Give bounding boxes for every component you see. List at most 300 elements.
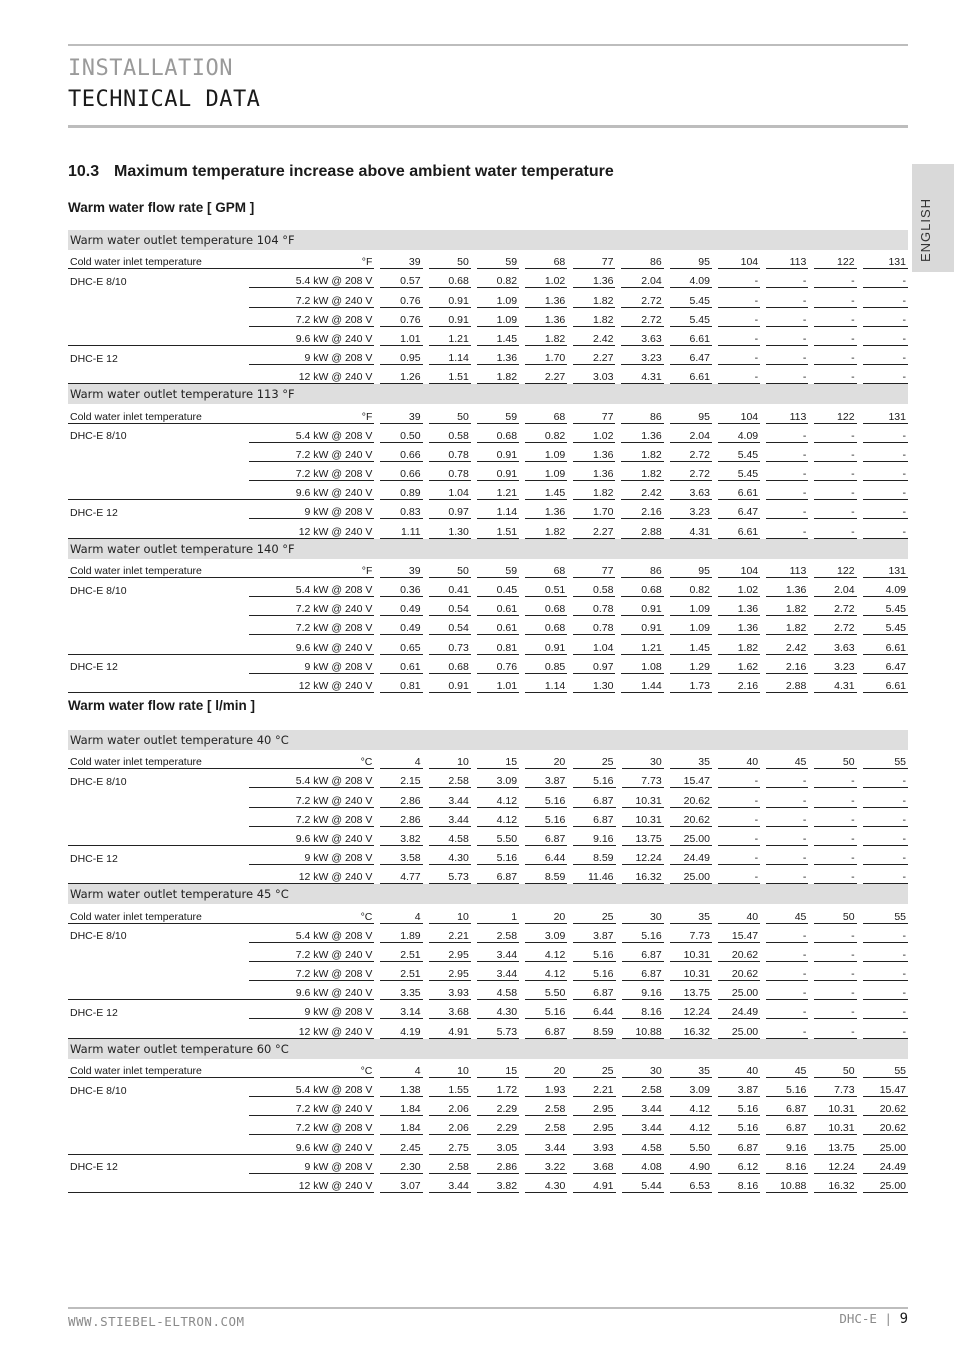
flow-rate-cell: - [763, 788, 811, 807]
flow-rate-cell: - [860, 769, 908, 788]
flow-rate-cell: 4.77 [377, 865, 425, 884]
flow-rate-cell: 9.16 [763, 1135, 811, 1154]
model-name [68, 616, 249, 635]
flow-rate-cell: 0.89 [377, 481, 425, 500]
flow-rate-cell: 2.58 [522, 1116, 570, 1135]
flow-rate-cell: - [763, 1000, 811, 1019]
flow-rate-cell: 1.82 [715, 635, 763, 654]
flow-rate-cell: 4.09 [667, 269, 715, 288]
flow-rate-cell: 0.97 [570, 654, 618, 673]
outlet-temperature-heading: Warm water outlet temperature 113 °F [68, 384, 908, 405]
flow-rate-cell: - [811, 307, 859, 326]
inlet-temperature-value: 59 [474, 559, 522, 578]
flow-rate-cell: 2.88 [763, 673, 811, 692]
footer-doc: DHC-E [839, 1311, 877, 1326]
flow-rate-cell: - [715, 269, 763, 288]
inlet-temperature-row [68, 1059, 908, 1078]
flow-rate-cell: - [763, 307, 811, 326]
table-row [68, 635, 908, 654]
flow-rate-cell: - [860, 961, 908, 980]
flow-rate-cell: 4.58 [474, 981, 522, 1000]
flow-rate-cell: 15.47 [667, 769, 715, 788]
flow-rate-cell: 5.16 [715, 1097, 763, 1116]
page-title: TECHNICAL DATA [68, 87, 261, 112]
flow-rate-cell: 5.73 [474, 1019, 522, 1038]
power-rating: 7.2 kW @ 208 V [249, 616, 378, 635]
flow-rate-cell: 6.87 [763, 1116, 811, 1135]
power-rating: 7.2 kW @ 240 V [249, 288, 378, 307]
flow-rate-cell: 1.09 [667, 597, 715, 616]
flow-rate-cell: 1.84 [377, 1116, 425, 1135]
flow-rate-cell: 15.47 [860, 1077, 908, 1096]
flow-rate-cell: 2.06 [426, 1097, 474, 1116]
flow-rate-cell: 1.70 [522, 345, 570, 364]
flow-rate-cell: 1.21 [426, 326, 474, 345]
flow-rate-cell: 10.31 [619, 807, 667, 826]
outlet-temperature-heading: Warm water outlet temperature 60 °C [68, 1038, 908, 1059]
flow-rate-cell: 0.82 [522, 423, 570, 442]
flow-rate-cell: 6.47 [715, 500, 763, 519]
flow-rate-cell: 0.57 [377, 269, 425, 288]
inlet-temperature-value: 77 [570, 250, 618, 269]
power-rating: 12 kW @ 240 V [249, 865, 378, 884]
table-band-row [68, 384, 908, 405]
flow-rate-cell: 0.61 [474, 597, 522, 616]
inlet-temperature-value: 50 [811, 1059, 859, 1078]
flow-rate-cell: 6.87 [570, 981, 618, 1000]
flow-rate-cell: 2.15 [377, 769, 425, 788]
table-row [68, 981, 908, 1000]
outlet-temperature-heading: Warm water outlet temperature 40 °C [68, 730, 908, 750]
flow-rate-cell: 0.68 [522, 616, 570, 635]
flow-rate-cell: - [715, 307, 763, 326]
flow-rate-cell: 4.12 [667, 1116, 715, 1135]
flow-rate-cell: 2.27 [570, 519, 618, 538]
flow-rate-cell: 2.04 [667, 423, 715, 442]
flow-rate-cell: 4.12 [522, 961, 570, 980]
flow-rate-cell: - [860, 1019, 908, 1038]
power-rating: 7.2 kW @ 240 V [249, 788, 378, 807]
flow-rate-cell: 1.21 [618, 635, 666, 654]
inlet-temperature-value: 59 [474, 404, 522, 423]
flow-rate-cell: - [763, 519, 811, 538]
flow-rate-cell: 10.88 [619, 1019, 667, 1038]
flow-rate-cell: 1.30 [570, 673, 618, 692]
flow-rate-cell: - [763, 981, 811, 1000]
inlet-temperature-value: 39 [377, 559, 425, 578]
table-band-row [68, 230, 908, 250]
flow-rate-cell: 1.02 [570, 423, 618, 442]
flow-rate-cell: 1.36 [715, 597, 763, 616]
flow-rate-cell: - [763, 807, 811, 826]
inlet-temperature-value: 131 [860, 404, 908, 423]
inlet-temperature-value: 95 [667, 559, 715, 578]
flow-rate-cell: 2.58 [426, 1154, 474, 1173]
flow-rate-cell: 4.19 [377, 1019, 425, 1038]
flow-rate-cell: 0.81 [474, 635, 522, 654]
flow-rate-cell: 12.24 [811, 1154, 859, 1173]
power-rating: 7.2 kW @ 240 V [249, 442, 378, 461]
inlet-temperature-value: 104 [715, 404, 763, 423]
flow-rate-cell: 2.72 [618, 307, 666, 326]
flow-rate-cell: 5.16 [522, 788, 570, 807]
flow-rate-cell: 2.16 [763, 654, 811, 673]
flow-rate-cell: 1.14 [474, 500, 522, 519]
flow-rate-cell: 1.82 [522, 519, 570, 538]
flow-rate-cell: - [811, 345, 859, 364]
flow-rate-cell: 1.36 [570, 461, 618, 480]
flow-rate-cell: 2.42 [763, 635, 811, 654]
model-name [68, 1019, 249, 1038]
table-row [68, 788, 908, 807]
flow-rate-cell: 8.59 [570, 1019, 618, 1038]
inlet-temperature-value: 20 [522, 1059, 570, 1078]
flow-rate-cell: 0.83 [377, 500, 425, 519]
flow-rate-cell: 25.00 [715, 1019, 763, 1038]
flow-rate-cell: 16.32 [811, 1173, 859, 1192]
inlet-temperature-value: 15 [474, 750, 522, 769]
flow-rate-cell: 25.00 [860, 1173, 908, 1192]
flow-rate-cell: - [811, 845, 859, 864]
flow-rate-cell: 4.31 [667, 519, 715, 538]
flow-rate-cell: 10.31 [811, 1116, 859, 1135]
power-rating: 9 kW @ 208 V [249, 1000, 378, 1019]
flow-rate-cell: 4.12 [474, 807, 522, 826]
flow-rate-cell: 6.87 [763, 1097, 811, 1116]
flow-rate-cell: - [715, 826, 763, 845]
flow-rate-cell: 0.91 [474, 461, 522, 480]
inlet-temperature-value: 50 [811, 904, 859, 923]
flow-rate-cell: - [860, 942, 908, 961]
flow-rate-cell: 6.87 [619, 942, 667, 961]
flow-rate-cell: 0.82 [474, 269, 522, 288]
flow-rate-cell: - [763, 826, 811, 845]
power-rating: 7.2 kW @ 208 V [249, 1116, 378, 1135]
power-rating: 9 kW @ 208 V [249, 345, 378, 364]
flow-rate-cell: 1.82 [570, 307, 618, 326]
flow-rate-cell: 0.78 [570, 616, 618, 635]
table-row [68, 307, 908, 326]
flow-rate-cell: - [763, 442, 811, 461]
model-name [68, 597, 249, 616]
flow-rate-cell: 0.91 [474, 442, 522, 461]
flow-rate-cell: - [860, 788, 908, 807]
power-rating: 5.4 kW @ 208 V [249, 423, 378, 442]
flow-rate-cell: - [811, 326, 859, 345]
flow-rate-cell: 3.09 [522, 923, 570, 942]
flow-rate-cell: 5.50 [667, 1135, 715, 1154]
inlet-temperature-value: 68 [522, 404, 570, 423]
flow-rate-cell: 2.95 [426, 942, 474, 961]
inlet-temperature-value: 40 [715, 750, 763, 769]
inlet-temperature-value: 50 [426, 404, 474, 423]
power-rating: 7.2 kW @ 240 V [249, 597, 378, 616]
model-name: DHC-E 12 [70, 506, 118, 519]
flow-rate-cell: 5.44 [619, 1173, 667, 1192]
flow-rate-cell: 0.68 [426, 654, 474, 673]
flow-rate-cell: 2.72 [811, 616, 859, 635]
table-row [68, 1097, 908, 1116]
flow-rate-cell: - [811, 826, 859, 845]
unit-label: °F [249, 250, 378, 269]
flow-rate-cell: 6.87 [715, 1135, 763, 1154]
flow-rate-cell: 13.75 [667, 981, 715, 1000]
flow-rate-cell: 6.61 [715, 481, 763, 500]
power-rating: 5.4 kW @ 208 V [249, 769, 378, 788]
inlet-temperature-value: 104 [715, 559, 763, 578]
flow-rate-cell: 0.76 [377, 307, 425, 326]
flow-rate-cell: 2.27 [522, 365, 570, 384]
inlet-temperature-value: 68 [522, 250, 570, 269]
flow-rate-cell: 6.47 [667, 345, 715, 364]
flow-rate-cell: - [811, 769, 859, 788]
flow-rate-cell: - [763, 345, 811, 364]
flow-rate-cell: 1.36 [763, 577, 811, 596]
flow-rate-cell: 2.72 [667, 461, 715, 480]
flow-rate-cell: 5.73 [426, 865, 474, 884]
flow-rate-cell: 3.07 [377, 1173, 425, 1192]
flow-rate-cell: 6.87 [522, 826, 570, 845]
flow-rate-cell: - [811, 461, 859, 480]
flow-rate-cell: 20.62 [667, 807, 715, 826]
flow-rate-cell: - [715, 345, 763, 364]
flow-rate-cell: 3.23 [811, 654, 859, 673]
flow-rate-cell: - [715, 326, 763, 345]
flow-rate-cell: 0.73 [426, 635, 474, 654]
flow-rate-cell: 1.04 [570, 635, 618, 654]
flow-rate-cell: 2.58 [426, 769, 474, 788]
flow-rate-cell: - [860, 519, 908, 538]
flow-rate-cell: 6.44 [522, 845, 570, 864]
inlet-temperature-value: 25 [570, 904, 618, 923]
flow-rate-cell: - [811, 807, 859, 826]
inlet-temperature-value: 39 [377, 404, 425, 423]
language-tab-label: ENGLISH [918, 197, 933, 262]
table-row [68, 673, 908, 692]
flow-rate-cell: 3.35 [377, 981, 425, 1000]
flow-rate-cell: 1.51 [426, 365, 474, 384]
power-rating: 9 kW @ 208 V [249, 845, 378, 864]
flow-rate-cell: 3.05 [474, 1135, 522, 1154]
flow-rate-cell: 5.45 [715, 461, 763, 480]
flow-rate-cell: 4.09 [715, 423, 763, 442]
inlet-temperature-value: 131 [860, 559, 908, 578]
flow-rate-cell: - [860, 981, 908, 1000]
flow-rate-cell: - [860, 1000, 908, 1019]
inlet-temperature-value: 35 [667, 1059, 715, 1078]
flow-rate-cell: 5.16 [570, 769, 618, 788]
flow-rate-cell: 16.32 [667, 1019, 715, 1038]
flow-rate-cell: 1.45 [667, 635, 715, 654]
flow-rate-cell: 3.58 [377, 845, 425, 864]
flow-rate-cell: 12.24 [619, 845, 667, 864]
flow-rate-cell: - [763, 461, 811, 480]
page-number: 9 [899, 1311, 908, 1327]
outlet-temperature-heading: Warm water outlet temperature 140 °F [68, 538, 908, 559]
flow-rate-cell: - [860, 307, 908, 326]
flow-rate-cell: - [860, 345, 908, 364]
inlet-temperature-value: 55 [860, 904, 908, 923]
flow-rate-cell: 5.45 [715, 442, 763, 461]
flow-rate-cell: 0.68 [474, 423, 522, 442]
table-row [68, 769, 908, 788]
flow-rate-cell: - [860, 423, 908, 442]
flow-rate-cell: - [811, 288, 859, 307]
flow-rate-cell: 5.45 [860, 597, 908, 616]
flow-rate-cell: - [811, 865, 859, 884]
flow-rate-cell: 4.12 [522, 942, 570, 961]
flow-rate-cell: 0.68 [522, 597, 570, 616]
flow-rate-cell: 1.93 [522, 1077, 570, 1096]
flow-rate-cell: 10.31 [619, 788, 667, 807]
flow-rate-cell: 3.09 [667, 1077, 715, 1096]
table-row [68, 1135, 908, 1154]
flow-rate-cell: 0.66 [377, 442, 425, 461]
model-name [68, 365, 249, 384]
power-rating: 9.6 kW @ 240 V [249, 1135, 378, 1154]
inlet-temperature-value: 50 [426, 250, 474, 269]
flow-rate-cell: 3.63 [667, 481, 715, 500]
inlet-temperature-label: Cold water inlet temperature [68, 559, 249, 578]
model-name [68, 826, 249, 845]
flow-rate-cell: 2.95 [426, 961, 474, 980]
power-rating: 7.2 kW @ 208 V [249, 307, 378, 326]
flow-rate-cell: 2.88 [618, 519, 666, 538]
inlet-temperature-value: 10 [426, 750, 474, 769]
inlet-temperature-value: 4 [377, 904, 425, 923]
flow-rate-cell: 2.27 [570, 345, 618, 364]
flow-rate-cell: 0.45 [474, 577, 522, 596]
flow-rate-cell: 20.62 [715, 942, 763, 961]
inlet-temperature-value: 95 [667, 250, 715, 269]
flow-rate-cell: 0.49 [377, 616, 425, 635]
inlet-temperature-label: Cold water inlet temperature [68, 750, 249, 769]
model-name: DHC-E 8/10 [70, 275, 127, 288]
flow-rate-cell: 6.44 [570, 1000, 618, 1019]
flow-rate-cell: 11.46 [570, 865, 618, 884]
inlet-temperature-label: Cold water inlet temperature [68, 404, 249, 423]
flow-rate-cell: - [763, 269, 811, 288]
power-rating: 9.6 kW @ 240 V [249, 635, 378, 654]
flow-rate-cell: 3.82 [474, 1173, 522, 1192]
flow-rate-cell: - [811, 365, 859, 384]
flow-rate-cell: 1.38 [377, 1077, 425, 1096]
flow-rate-cell: 8.59 [570, 845, 618, 864]
flow-rate-cell: 24.49 [667, 845, 715, 864]
unit-label: °F [249, 559, 378, 578]
inlet-temperature-value: 10 [426, 904, 474, 923]
flow-rate-cell: 24.49 [715, 1000, 763, 1019]
flow-rate-cell: 1.55 [426, 1077, 474, 1096]
flow-rate-cell: 1.04 [426, 481, 474, 500]
flow-rate-cell: - [763, 865, 811, 884]
flow-rate-cell: 24.49 [860, 1154, 908, 1173]
table-row [68, 577, 908, 596]
model-name [68, 807, 249, 826]
flow-rate-cell: 0.54 [426, 616, 474, 635]
flow-rate-cell: 3.44 [619, 1116, 667, 1135]
flow-rate-cell: 5.16 [570, 942, 618, 961]
flow-rate-cell: 6.53 [667, 1173, 715, 1192]
flow-rate-cell: - [860, 826, 908, 845]
inlet-temperature-value: 15 [474, 1059, 522, 1078]
language-tab[interactable] [912, 164, 954, 272]
flow-rate-cell: 15.47 [715, 923, 763, 942]
flow-rate-cell: 2.16 [715, 673, 763, 692]
table-band-row [68, 1038, 908, 1059]
inlet-temperature-value: 45 [763, 750, 811, 769]
flow-rate-cell: 10.88 [763, 1173, 811, 1192]
model-name [68, 673, 249, 692]
flow-rate-cell: 2.86 [377, 807, 425, 826]
flow-rate-cell: 10.31 [667, 942, 715, 961]
flow-rate-cell: - [811, 269, 859, 288]
flow-rate-cell: 3.87 [570, 923, 618, 942]
table-row [68, 519, 908, 538]
section-title: Maximum temperature increase above ambient water temperature [114, 163, 614, 180]
flow-rate-cell: 0.78 [570, 597, 618, 616]
flow-rate-cell: 6.12 [715, 1154, 763, 1173]
table-band-row [68, 884, 908, 905]
flow-rate-cell: 1.89 [377, 923, 425, 942]
power-rating: 12 kW @ 240 V [249, 673, 378, 692]
flow-rate-cell: - [860, 845, 908, 864]
inlet-temperature-value: 77 [570, 559, 618, 578]
power-rating: 5.4 kW @ 208 V [249, 269, 378, 288]
footer-website[interactable]: WWW.STIEBEL-ELTRON.COM [68, 1314, 245, 1329]
flow-rate-cell: 3.44 [426, 807, 474, 826]
flow-rate-cell: 0.54 [426, 597, 474, 616]
table-band-row [68, 538, 908, 559]
inlet-temperature-value: 35 [667, 750, 715, 769]
flow-rate-cell: 0.91 [618, 616, 666, 635]
model-name: DHC-E 8/10 [70, 930, 127, 943]
flow-rate-cell: - [763, 288, 811, 307]
flow-rate-cell: 0.95 [377, 345, 425, 364]
inlet-temperature-row [68, 559, 908, 578]
table-row [68, 269, 908, 288]
flow-rate-cell: 1.36 [474, 345, 522, 364]
flow-rate-cell: 8.59 [522, 865, 570, 884]
flow-rate-cell: 1.36 [715, 616, 763, 635]
inlet-temperature-row [68, 904, 908, 923]
inlet-temperature-value: 86 [618, 559, 666, 578]
flow-rate-cell: 6.61 [715, 519, 763, 538]
flow-rate-cell: 1.82 [618, 461, 666, 480]
flow-rate-cell: - [763, 1019, 811, 1038]
flow-rate-cell: 10.31 [811, 1097, 859, 1116]
flow-rate-cell: 5.16 [474, 845, 522, 864]
flow-rate-cell: 3.82 [377, 826, 425, 845]
flow-rate-cell: 12.24 [667, 1000, 715, 1019]
table-row [68, 288, 908, 307]
model-name [68, 635, 249, 654]
flow-rate-cell: 2.86 [377, 788, 425, 807]
flow-rate-cell: 0.58 [426, 423, 474, 442]
power-rating: 12 kW @ 240 V [249, 519, 378, 538]
flow-rate-cell: 3.09 [474, 769, 522, 788]
table-row [68, 654, 908, 673]
model-name [68, 442, 249, 461]
flow-rate-cell: 1.26 [377, 365, 425, 384]
table-row [68, 597, 908, 616]
model-name [68, 865, 249, 884]
flow-rate-cell: 2.95 [570, 1097, 618, 1116]
flow-rate-cell: 2.45 [377, 1135, 425, 1154]
flow-rate-cell: 8.16 [715, 1173, 763, 1192]
power-rating: 12 kW @ 240 V [249, 1173, 378, 1192]
flow-rate-cell: 3.68 [426, 1000, 474, 1019]
